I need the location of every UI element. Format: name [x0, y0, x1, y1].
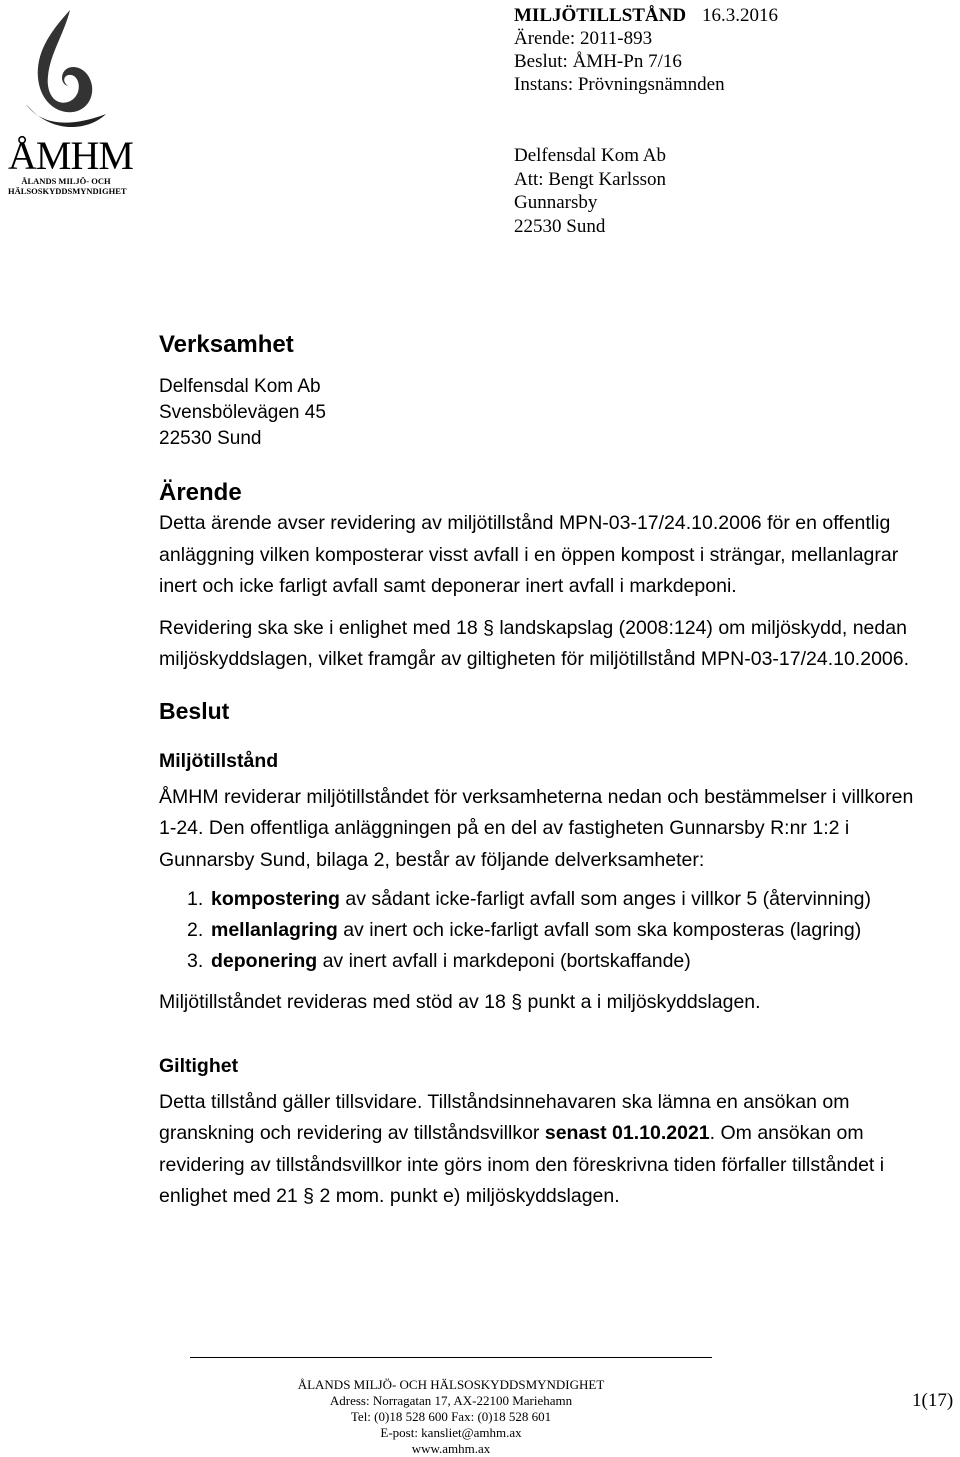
giltighet-heading: Giltighet [159, 1054, 239, 1077]
page-number: 1(17) [912, 1390, 954, 1411]
beslut-paragraph-2: Miljötillståndet revideras med stöd av 18 § punkt a i miljöskyddslagen. [159, 991, 761, 1013]
miljotillstand-heading: Miljötillstånd [159, 749, 279, 772]
giltighet-deadline: senast 01.10.2021 [544, 1122, 710, 1144]
activity-description: av inert och icke-farligt avfall som ska komposteras (lagring) [337, 919, 862, 941]
logo-line-2: HÄLSOSKYDDSMYNDIGHET [8, 186, 127, 196]
organization-logo [8, 6, 133, 196]
arende-heading: Ärende [159, 479, 242, 506]
logo-line-1: ÅLANDS MILJÖ- OCH [21, 176, 111, 186]
footer-email: E-post: kansliet@amhm.ax [380, 1425, 522, 1440]
giltighet-text-b: . Om ansökan om revidering av tillståndsvillkor inte görs inom den föreskrivna tiden förfaller tillståndet i enlighet med 21 § 2 mom. punkt e) miljöskyddslagen. [159, 1122, 885, 1207]
list-item [159, 946, 919, 977]
arende-paragraph-2: Revidering ska ske i enlighet med 18 § landskapslag (2008:124) om miljöskydd, nedan miljöskyddslagen, vilket framgår av giltigheten för miljötillstånd MPN-03-17/24.10.2006. [159, 616, 910, 670]
flame-drop-icon [8, 6, 124, 136]
footer [190, 1377, 712, 1457]
activity-term: deponering [211, 950, 318, 972]
instance: Instans: Prövningsnämnden [514, 74, 725, 95]
verksamhet-postal: 22530 Sund [159, 428, 262, 449]
list-number: 2. [187, 919, 204, 941]
giltighet-paragraph [159, 1087, 919, 1213]
verksamhet-heading: Verksamhet [159, 331, 294, 358]
activities-list [159, 884, 919, 977]
activity-description: av sådant icke-farligt avfall som anges i villkor 5 (återvinning) [339, 888, 871, 910]
document-date: 16.3.2016 [702, 5, 778, 26]
recipient-name: Delfensdal Kom Ab [514, 145, 666, 166]
footer-phone: Tel: (0)18 528 600 Fax: (0)18 528 601 [350, 1409, 552, 1424]
footer-org: ÅLANDS MILJÖ- OCH HÄLSOSKYDDSMYNDIGHET [297, 1377, 605, 1392]
beslut-heading: Beslut [159, 697, 230, 724]
document-header [514, 4, 778, 96]
list-item [159, 884, 919, 915]
verksamhet-address [159, 374, 919, 452]
beslut-paragraph-1: ÅMHM reviderar miljötillståndet för verksamheterna nedan och bestämmelser i villkoren 1-24. Den offentliga anläggningen på en del av fastigheten Gunnarsby R:nr 1:2 i Gunnarsby Sund, bilaga 2, består av följande delverksamheter: [159, 785, 914, 871]
giltighet-text-a: Detta tillstånd gäller tillsvidare. Tillståndsinnehavaren ska lämna en ansökan om granskning och revidering av tillståndsvillkor [159, 1090, 850, 1144]
recipient-att: Att: Bengt Karlsson [514, 168, 666, 190]
verksamhet-name: Delfensdal Kom Ab [159, 376, 321, 397]
list-number: 3. [187, 950, 204, 972]
recipient-address [514, 144, 666, 238]
logo-abbreviation: ÅMHM [8, 133, 133, 178]
list-item [159, 915, 919, 946]
document-body [159, 330, 919, 1213]
decision-number: Beslut: ÅMH-Pn 7/16 [514, 51, 682, 72]
list-number: 1. [187, 888, 204, 910]
activity-term: mellanlagring [211, 919, 338, 941]
footer-web: www.amhm.ax [411, 1441, 491, 1456]
case-number: Ärende: 2011-893 [514, 28, 653, 49]
document-type: MILJÖTILLSTÅND [514, 5, 687, 26]
verksamhet-street: Svensbölevägen 45 [159, 402, 326, 423]
arende-paragraph-1: Detta ärende avser revidering av miljötillstånd MPN-03-17/24.10.2006 för en offentlig anläggning vilken komposterar visst avfall i en öppen kompost i strängar, mellanlagrar inert och icke farligt avfall samt deponerar inert avfall i markdeponi. [159, 512, 899, 597]
activity-description: av inert avfall i markdeponi (bortskaffande) [317, 950, 691, 972]
footer-divider [190, 1357, 712, 1358]
recipient-place: Gunnarsby [514, 192, 598, 213]
recipient-postal: 22530 Sund [514, 215, 606, 237]
activity-term: kompostering [211, 888, 340, 910]
footer-address: Adress: Norragatan 17, AX-22100 Mariehamn [329, 1393, 573, 1408]
